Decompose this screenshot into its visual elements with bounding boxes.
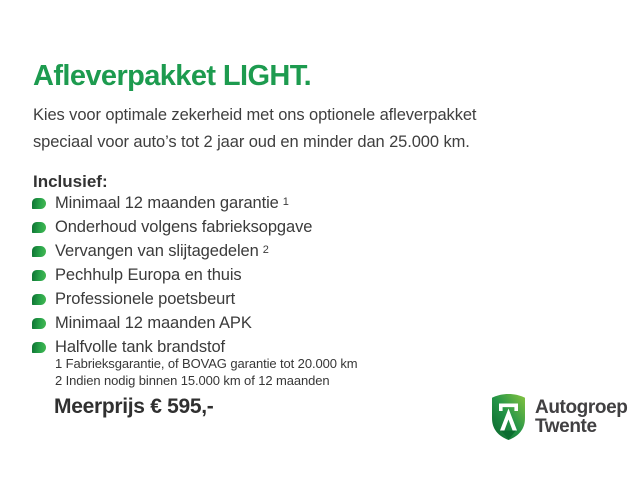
shield-a-icon (490, 393, 527, 441)
intro-line-1: Kies voor optimale zekerheid met ons optionele afleverpakket (33, 106, 477, 124)
leaf-bullet-icon (32, 342, 46, 353)
price-line: Meerprijs € 595,- (54, 395, 214, 418)
logo-name-line2: Twente (535, 416, 597, 437)
list-item: Vervangen van slijtagedelen $^2$ (32, 239, 316, 263)
intro-paragraph (33, 102, 476, 156)
autogroep-twente-logo (490, 393, 627, 441)
list-item-label: Minimaal 12 maanden garantie (55, 193, 279, 212)
list-item-label: Halfvolle tank brandstof (55, 337, 226, 356)
intro-line-2: speciaal voor auto’s tot 2 jaar oud en minder dan 25.000 km. (33, 133, 470, 151)
list-item (32, 263, 316, 287)
list-heading: Inclusief: (33, 172, 108, 191)
page-title: Afleverpakket LIGHT. (33, 60, 312, 92)
footnote-1: 1 Fabrieksgarantie, of BOVAG garantie tot 20.000 km (55, 356, 358, 371)
leaf-bullet-icon (32, 222, 46, 233)
list-item (32, 287, 316, 311)
leaf-bullet-icon (32, 198, 46, 209)
list-item-label: Pechhulp Europa en thuis (55, 265, 242, 284)
list-item-label: Minimaal 12 maanden APK (55, 313, 252, 332)
list-item-label: Onderhoud volgens fabrieksopgave (55, 217, 313, 236)
list-item: Minimaal 12 maanden garantie $^1$ (32, 191, 316, 215)
logo-wordmark (535, 393, 627, 436)
feature-list (32, 191, 316, 359)
leaf-bullet-icon (32, 246, 46, 257)
leaf-bullet-icon (32, 294, 46, 305)
footnotes (55, 356, 358, 389)
list-item-label: Professionele poetsbeurt (55, 289, 236, 308)
list-item (32, 215, 316, 239)
logo-name-line1: Autogroep (535, 397, 628, 418)
leaf-bullet-icon (32, 318, 46, 329)
footnote-2: 2 Indien nodig binnen 15.000 km of 12 maanden (55, 372, 330, 388)
list-item-label: Vervangen van slijtagedelen (55, 241, 259, 260)
list-item (32, 311, 316, 335)
leaf-bullet-icon (32, 270, 46, 281)
